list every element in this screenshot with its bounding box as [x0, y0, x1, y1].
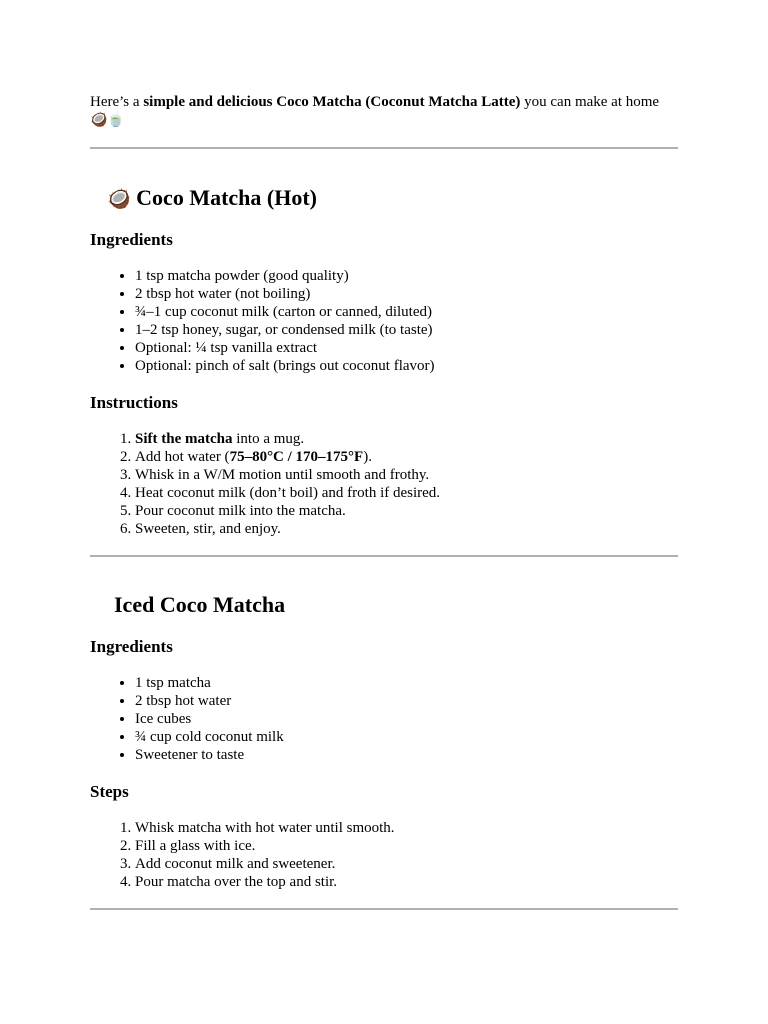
list-item: • Sweetener to taste	[135, 746, 695, 764]
hot-ingredients-heading: Ingredients	[90, 230, 173, 249]
step-text: into a mug.	[232, 431, 305, 447]
hot-title-text: Coco Matcha (Hot)	[136, 185, 318, 210]
iced-steps-list	[90, 819, 695, 891]
iced-ingredients-list	[90, 674, 695, 764]
list-item: 3. Whisk in a W/M motion until smooth and frothy.	[135, 466, 695, 484]
list-item: • 1 tsp matcha powder (good quality)	[135, 267, 695, 285]
list-item	[135, 430, 695, 448]
list-item: • ¾ cup cold coconut milk	[135, 728, 695, 746]
list-item: 4. Pour matcha over the top and stir.	[135, 873, 695, 891]
divider	[90, 555, 678, 557]
intro-paragraph	[90, 93, 690, 129]
divider	[90, 908, 678, 910]
hot-section-title	[107, 185, 317, 212]
list-item: 1. Whisk matcha with hot water until smooth.	[135, 819, 695, 837]
list-item: • 1–2 tsp honey, sugar, or condensed milk (to taste)	[135, 321, 695, 339]
list-item: • Ice cubes	[135, 710, 695, 728]
list-item: 2. Fill a glass with ice.	[135, 837, 695, 855]
coconut-icon: 🥥	[107, 188, 131, 210]
list-item	[135, 448, 695, 466]
iced-ingredients-heading: Ingredients	[90, 637, 173, 656]
list-item: • 1 tsp matcha	[135, 674, 695, 692]
hot-ingredients-list	[90, 267, 695, 375]
intro-prefix: Here’s a	[90, 94, 144, 110]
divider	[90, 147, 678, 149]
list-item: • Optional: ¼ tsp vanilla extract	[135, 339, 695, 357]
step-text: ).	[363, 449, 372, 465]
list-item: 6. Sweeten, stir, and enjoy.	[135, 520, 695, 538]
list-item: • 2 tbsp hot water	[135, 692, 695, 710]
hot-instructions-heading: Instructions	[90, 393, 178, 412]
step-bold: 75–80°C / 170–175°F	[229, 449, 364, 465]
list-item: 4. Heat coconut milk (don’t boil) and froth if desired.	[135, 484, 695, 502]
coconut-tea-icon: 🥥🍵	[90, 112, 125, 128]
intro-suffix: you can make at home	[520, 94, 660, 110]
list-item: • 2 tbsp hot water (not boiling)	[135, 285, 695, 303]
hot-instructions-list	[90, 430, 695, 538]
iced-section-title: Iced Coco Matcha	[114, 592, 286, 617]
list-item: 3. Add coconut milk and sweetener.	[135, 855, 695, 873]
step-bold: Sift the matcha	[135, 431, 233, 447]
list-item: • Optional: pinch of salt (brings out coconut flavor)	[135, 357, 695, 375]
intro-bold: simple and delicious Coco Matcha (Coconut Matcha Latte)	[143, 94, 521, 110]
list-item: 5. Pour coconut milk into the matcha.	[135, 502, 695, 520]
step-text: Add hot water (	[135, 449, 230, 465]
list-item: • ¾–1 cup coconut milk (carton or canned, diluted)	[135, 303, 695, 321]
iced-steps-heading: Steps	[90, 782, 129, 801]
